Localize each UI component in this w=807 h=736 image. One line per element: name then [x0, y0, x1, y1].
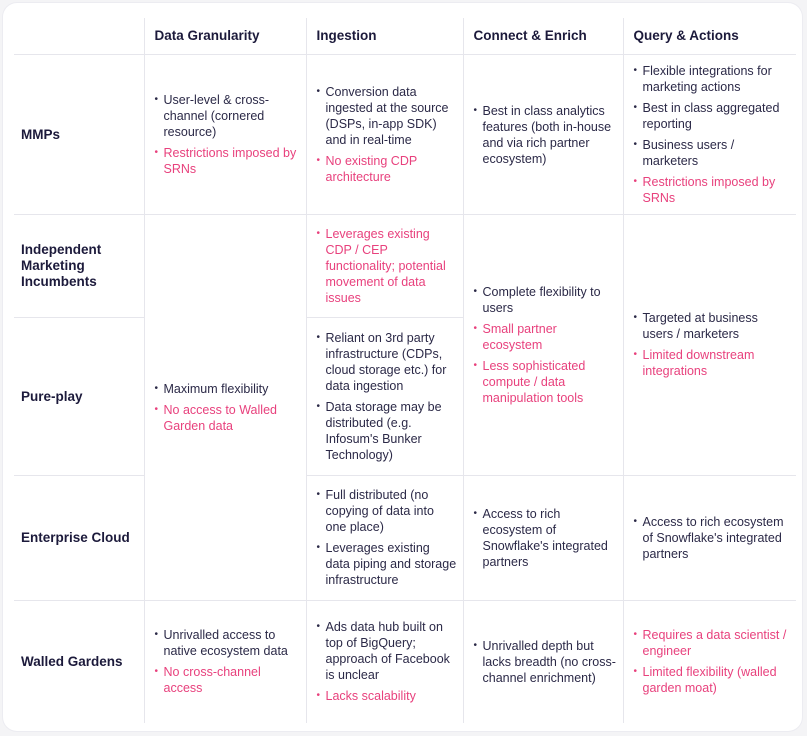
cell: [623, 55, 796, 215]
cell: [306, 475, 463, 600]
table-row: [14, 55, 796, 215]
row-label: Independent Marketing Incumbents: [14, 215, 144, 318]
strength-item: • Ads data hub built on top of BigQuery; approach of Facebook is unclear: [317, 619, 457, 683]
bullet-list: [474, 284, 617, 406]
bullet-list: [634, 627, 791, 696]
column-header: Data Granularity: [144, 18, 306, 55]
comparison-card: [3, 3, 802, 731]
cell: [623, 600, 796, 723]
cell: [144, 600, 306, 723]
strength-item: • Flexible integrations for marketing actions: [634, 63, 791, 95]
strength-item: • Reliant on 3rd party infrastructure (CDPs, cloud storage etc.) for data ingestion: [317, 330, 457, 394]
bullet-list: [634, 310, 791, 379]
strength-item: • Access to rich ecosystem of Snowflake's integrated partners: [474, 506, 617, 570]
drawback-item: • No existing CDP architecture: [317, 153, 457, 185]
bullet-list: [155, 381, 300, 434]
bullet-list: [317, 84, 457, 185]
column-header: Ingestion: [306, 18, 463, 55]
bullet-list: [317, 330, 457, 463]
table-row: [14, 600, 796, 723]
bullet-list: [474, 506, 617, 570]
strength-item: • Complete flexibility to users: [474, 284, 617, 316]
drawback-item: • No access to Walled Garden data: [155, 402, 300, 434]
column-header: Query & Actions: [623, 18, 796, 55]
row-label: MMPs: [14, 55, 144, 215]
bullet-list: [474, 638, 617, 686]
bullet-list: [155, 627, 300, 696]
drawback-item: • Limited downstream integrations: [634, 347, 791, 379]
cell: [144, 55, 306, 215]
drawback-item: • Small partner ecosystem: [474, 321, 617, 353]
drawback-item: • Requires a data scientist / engineer: [634, 627, 791, 659]
cell: [623, 215, 796, 475]
row-label: Enterprise Cloud: [14, 475, 144, 600]
strength-item: • Unrivalled depth but lacks breadth (no cross-channel enrichment): [474, 638, 617, 686]
drawback-item: • Less sophisticated compute / data manipulation tools: [474, 358, 617, 406]
bullet-list: [634, 63, 791, 206]
cell: [623, 475, 796, 600]
strength-item: • Access to rich ecosystem of Snowflake's integrated partners: [634, 514, 791, 562]
drawback-item: • Lacks scalability: [317, 688, 457, 704]
strength-item: • Conversion data ingested at the source (DSPs, in-app SDK) and in real-time: [317, 84, 457, 148]
strength-item: • Maximum flexibility: [155, 381, 300, 397]
table-row: [14, 215, 796, 318]
row-label: Pure-play: [14, 318, 144, 475]
strength-item: • Data storage may be distributed (e.g. Infosum's Bunker Technology): [317, 399, 457, 463]
bullet-list: [317, 226, 457, 306]
strength-item: • User-level & cross-channel (cornered resource): [155, 92, 300, 140]
strength-item: • Unrivalled access to native ecosystem data: [155, 627, 300, 659]
table-row: [14, 475, 796, 600]
drawback-item: • Leverages existing CDP / CEP functionality; potential movement of data issues: [317, 226, 457, 306]
drawback-item: • Restrictions imposed by SRNs: [155, 145, 300, 177]
drawback-item: • Limited flexibility (walled garden moat): [634, 664, 791, 696]
cell: [306, 600, 463, 723]
drawback-item: • Restrictions imposed by SRNs: [634, 174, 791, 206]
cell: [306, 215, 463, 318]
drawback-item: • No cross-channel access: [155, 664, 300, 696]
header-row: [14, 18, 796, 55]
cell: [463, 215, 623, 475]
strength-item: • Best in class analytics features (both in-house and via rich partner ecosystem): [474, 103, 617, 167]
bullet-list: [634, 514, 791, 562]
strength-item: • Business users / marketers: [634, 137, 791, 169]
bullet-list: [317, 619, 457, 704]
strength-item: • Full distributed (no copying of data into one place): [317, 487, 457, 535]
strength-item: • Leverages existing data piping and storage infrastructure: [317, 540, 457, 588]
column-header: Connect & Enrich: [463, 18, 623, 55]
cell: [306, 318, 463, 475]
cell: [463, 55, 623, 215]
cell: [463, 600, 623, 723]
bullet-list: [317, 487, 457, 588]
bullet-list: [474, 103, 617, 167]
bullet-list: [155, 92, 300, 177]
cell: [306, 55, 463, 215]
corner-cell: [14, 18, 144, 55]
strength-item: • Targeted at business users / marketers: [634, 310, 791, 342]
row-label: Walled Gardens: [14, 600, 144, 723]
cell: [463, 475, 623, 600]
strength-item: • Best in class aggregated reporting: [634, 100, 791, 132]
cell: [144, 215, 306, 601]
comparison-table: [14, 18, 796, 723]
